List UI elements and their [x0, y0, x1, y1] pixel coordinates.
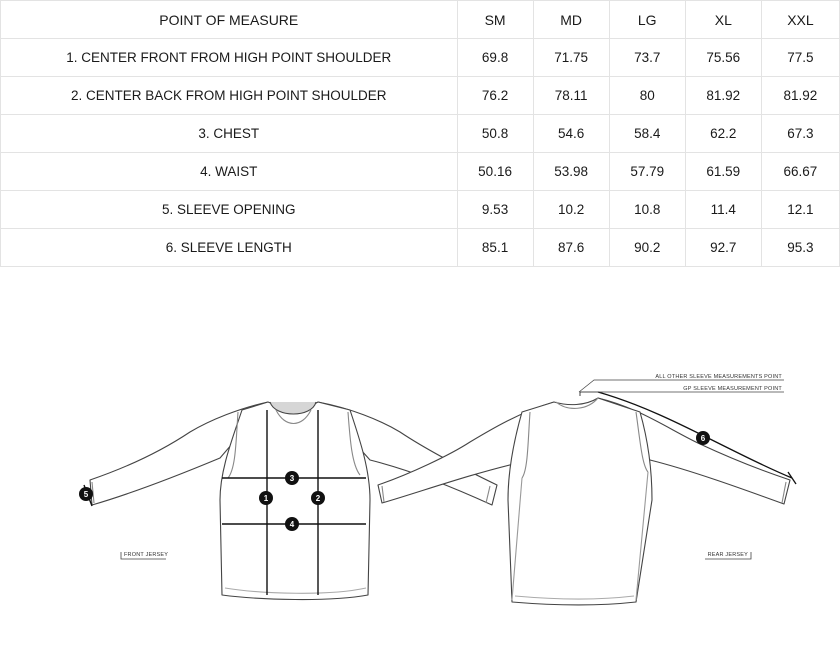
cell-value: 11.4	[685, 191, 761, 229]
table-row	[1, 229, 840, 267]
rear-jersey-label	[705, 552, 751, 559]
svg-text:6: 6	[700, 434, 706, 443]
cell-value: 81.92	[761, 77, 839, 115]
header-point-of-measure: POINT OF MEASURE	[1, 1, 458, 39]
cell-value: 95.3	[761, 229, 839, 267]
cell-value: 62.2	[685, 115, 761, 153]
cell-value: 66.67	[761, 153, 839, 191]
table-row	[1, 115, 840, 153]
row-label: 6. SLEEVE LENGTH	[1, 229, 458, 267]
svg-text:REAR JERSEY: REAR JERSEY	[707, 552, 748, 558]
cell-value: 77.5	[761, 39, 839, 77]
marker-sleeve-opening	[79, 487, 93, 501]
cell-value: 75.56	[685, 39, 761, 77]
front-jersey-label	[121, 552, 168, 559]
cell-value: 54.6	[533, 115, 609, 153]
table-row	[1, 39, 840, 77]
cell-value: 58.4	[609, 115, 685, 153]
cell-value: 50.16	[457, 153, 533, 191]
measurement-diagram	[0, 266, 840, 661]
svg-text:3: 3	[289, 474, 295, 483]
size-chart-table	[0, 0, 840, 267]
row-label: 5. SLEEVE OPENING	[1, 191, 458, 229]
cell-value: 9.53	[457, 191, 533, 229]
header-size-xxl: XXL	[761, 1, 839, 39]
table-row	[1, 153, 840, 191]
table-row	[1, 77, 840, 115]
marker-sleeve-length	[696, 431, 710, 445]
cell-value: 61.59	[685, 153, 761, 191]
cell-value: 57.79	[609, 153, 685, 191]
svg-text:5: 5	[83, 490, 89, 499]
marker-waist	[285, 517, 299, 531]
cell-value: 76.2	[457, 77, 533, 115]
svg-text:GP SLEEVE MEASUREMENT POINT: GP SLEEVE MEASUREMENT POINT	[683, 386, 782, 392]
cell-value: 90.2	[609, 229, 685, 267]
cell-value: 73.7	[609, 39, 685, 77]
front-jersey-outline	[90, 402, 497, 600]
svg-text:1: 1	[263, 494, 269, 503]
cell-value: 50.8	[457, 115, 533, 153]
header-size-lg: LG	[609, 1, 685, 39]
svg-text:FRONT JERSEY: FRONT JERSEY	[124, 552, 169, 558]
cell-value: 53.98	[533, 153, 609, 191]
cell-value: 78.11	[533, 77, 609, 115]
row-label: 1. CENTER FRONT FROM HIGH POINT SHOULDER	[1, 39, 458, 77]
svg-text:2: 2	[315, 494, 321, 503]
cell-value: 85.1	[457, 229, 533, 267]
rear-jersey-outline	[378, 398, 790, 605]
cell-value: 71.75	[533, 39, 609, 77]
table-row	[1, 191, 840, 229]
marker-chest	[285, 471, 299, 485]
header-size-sm: SM	[457, 1, 533, 39]
svg-text:ALL OTHER SLEEVE MEASUREMENTS: ALL OTHER SLEEVE MEASUREMENTS POINT	[655, 374, 782, 380]
callout-gp-sleeve-point	[597, 386, 784, 392]
marker-center-front	[259, 491, 273, 505]
cell-value: 69.8	[457, 39, 533, 77]
cell-value: 10.8	[609, 191, 685, 229]
row-label: 4. WAIST	[1, 153, 458, 191]
cell-value: 92.7	[685, 229, 761, 267]
cell-value: 12.1	[761, 191, 839, 229]
cell-value: 80	[609, 77, 685, 115]
header-size-xl: XL	[685, 1, 761, 39]
cell-value: 67.3	[761, 115, 839, 153]
svg-text:4: 4	[289, 520, 295, 529]
row-label: 3. CHEST	[1, 115, 458, 153]
table-header-row	[1, 1, 840, 39]
row-label: 2. CENTER BACK FROM HIGH POINT SHOULDER	[1, 77, 458, 115]
header-size-md: MD	[533, 1, 609, 39]
cell-value: 87.6	[533, 229, 609, 267]
cell-value: 10.2	[533, 191, 609, 229]
cell-value: 81.92	[685, 77, 761, 115]
marker-center-back	[311, 491, 325, 505]
